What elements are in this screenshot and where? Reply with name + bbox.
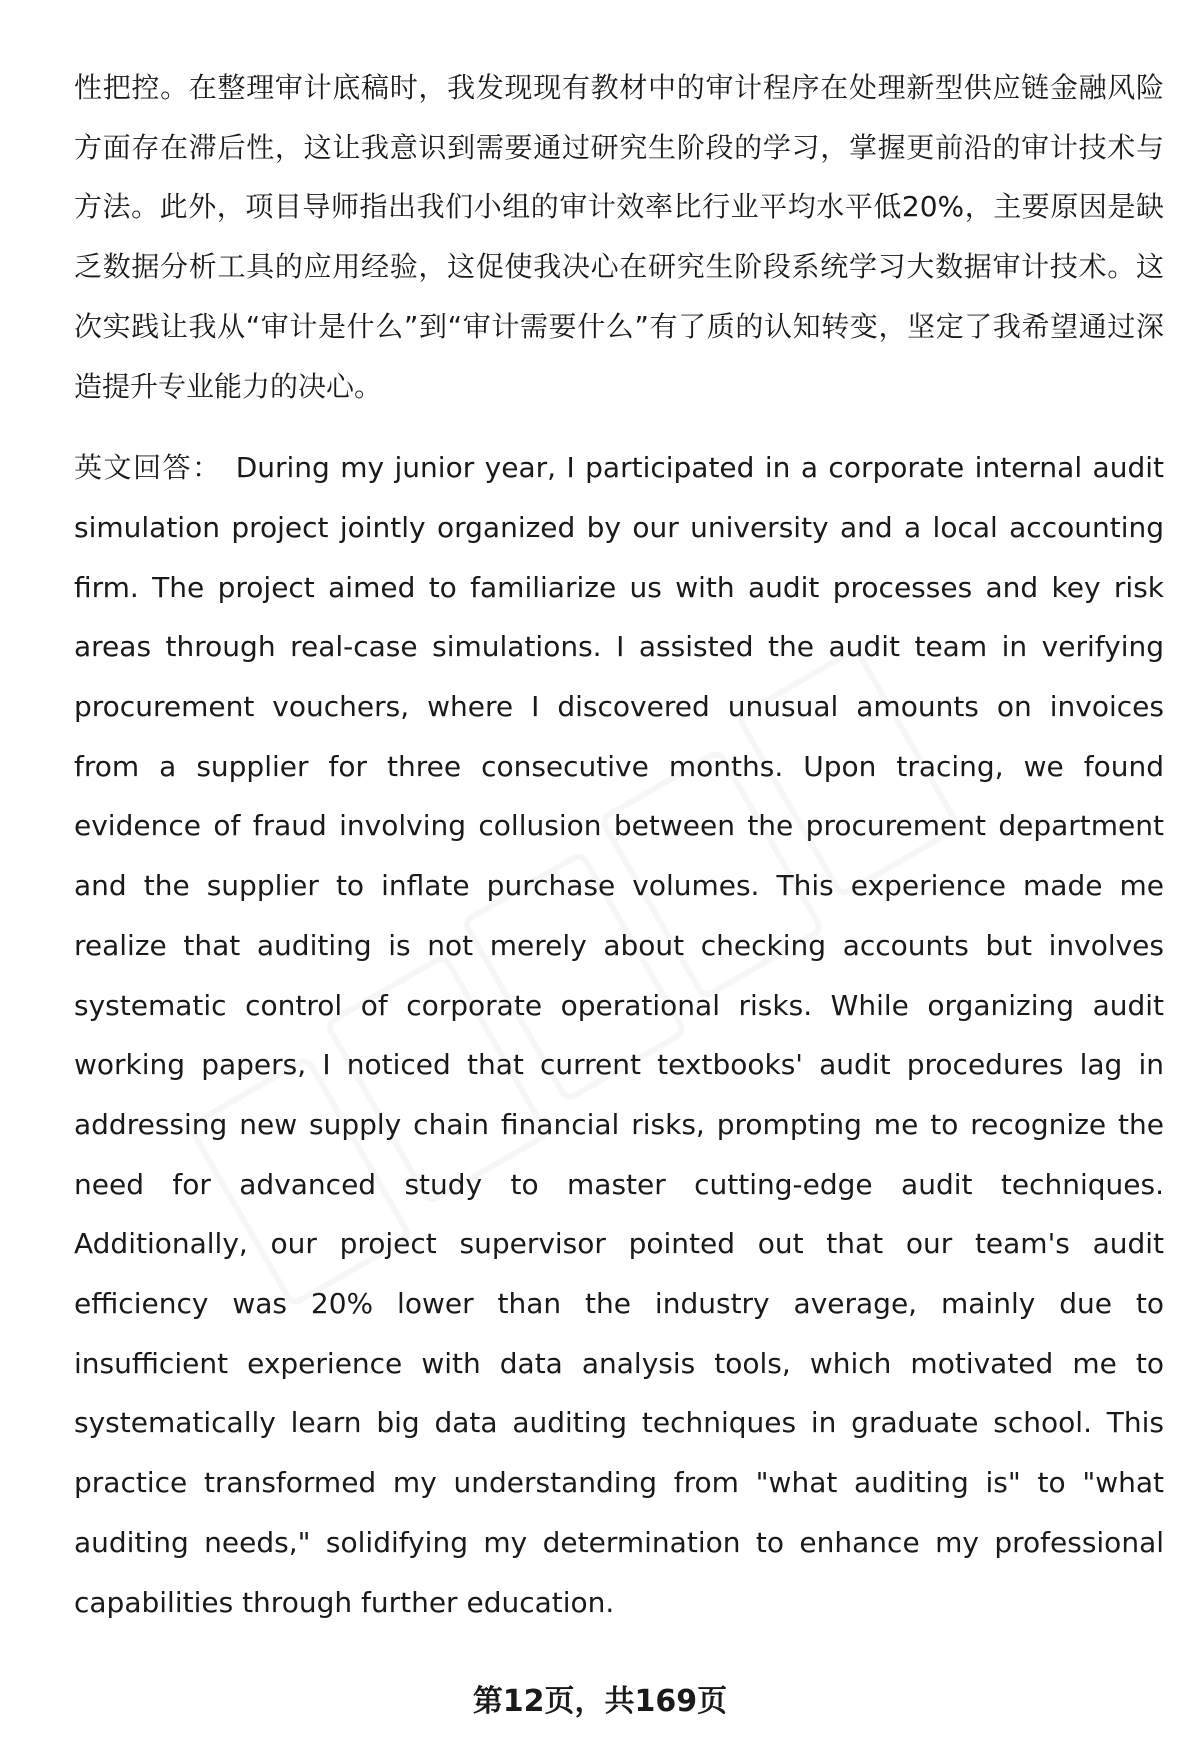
paragraph-text: 性把控。在整理审计底稿时，我发现现有教材中的审计程序在处理新型供应链金融风险方面存在滞后性，这让我意识到需要通过研究生阶段的学习，掌握更前沿的审计技术与方法。此外，项目导师指出我们小组的审计效率比行业平均水平低20%，主要原因是缺乏数据分析工具的应用经验，这促使我决心在研究生阶段系统学习大数据审计技术。这次实践让我从“审计是什么”到“审计需要什么”有了质的认知转变，坚定了我希望通过深造提升专业能力的决心。: [74, 71, 1164, 403]
document-body: [74, 58, 1164, 1632]
paragraph-text: During my junior year, I participated in a corporate internal audit simulation project jointly organized by our university and a local accounting firm. The project aimed to familiarize us with audit processes and key risk areas through real-case simulations. I assisted the audit team in verifying procurement vouchers, where I discovered unusual amounts on invoices from a supplier for three consecutive months. Upon tracing, we found evidence of fraud involving collusion between the procurement department and the supplier to inflate purchase volumes. This experience made me realize that auditing is not merely about checking accounts but involves systematic control of corporate operational risks. While organizing audit working papers, I noticed that current textbooks' audit procedures lag in addressing new supply chain financial risks, prompting me to recognize the need for advanced study to master cutting-edge audit techniques. Additionally, our project supervisor pointed out that our team's audit efficiency was 20% lower than the industry average, mainly due to insufficient experience with data analysis tools, which motivated me to systematically learn big data auditing techniques in graduate school. This practice transformed my understanding from "what auditing is" to "what auditing needs," solidifying my determination to enhance my professional capabilities through further education.: [74, 451, 1164, 1619]
chinese-answer-continuation: [74, 58, 1164, 416]
english-answer-label: 英文回答：: [74, 451, 222, 485]
page-indicator: 第12页，共169页: [472, 1684, 728, 1719]
english-answer: [74, 438, 1164, 1632]
